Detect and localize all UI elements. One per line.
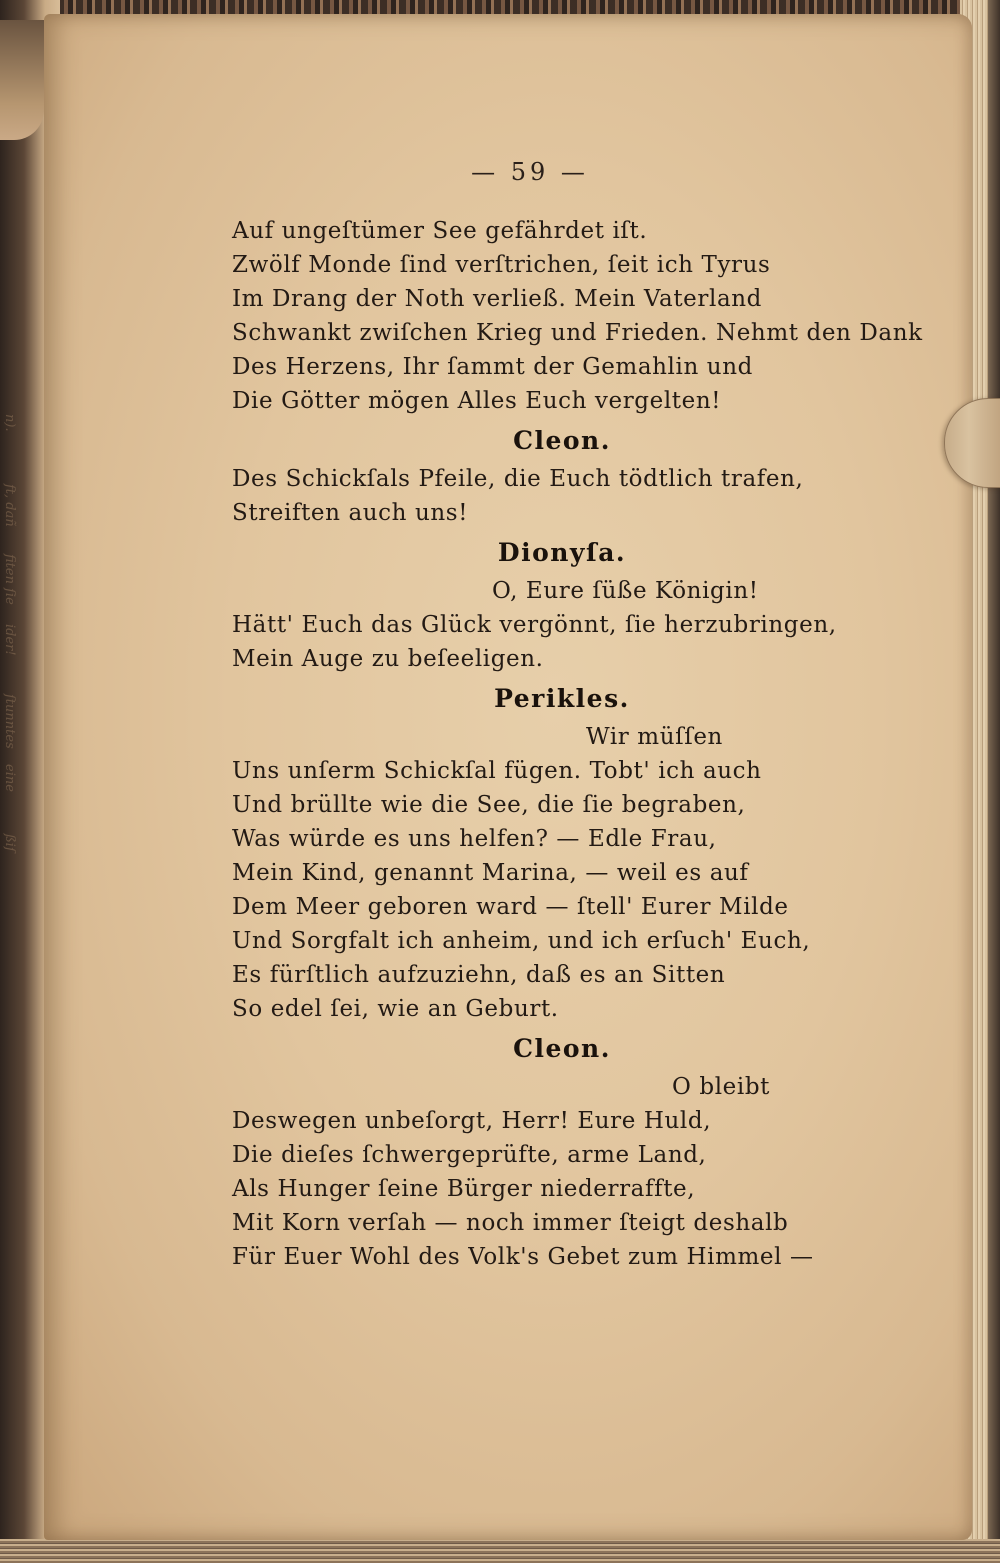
bottom-page-edge bbox=[0, 1539, 1000, 1563]
verse-line: So edel ſei, wie an Geburt. bbox=[232, 996, 559, 1022]
verse-line: Für Euer Wohl des Volk's Gebet zum Himmel — bbox=[232, 1244, 814, 1270]
book-spine bbox=[0, 20, 44, 140]
verse-line: Im Drang der Noth verließ. Mein Vaterland bbox=[232, 286, 762, 312]
verse-line: Und Sorgfalt ich anheim, und ich erſuch' Euch, bbox=[232, 928, 811, 954]
page-number: — 59 — bbox=[471, 158, 589, 186]
verse-line: O, Eure ſüße Königin! bbox=[492, 578, 759, 604]
verse-line: Deswegen unbeſorgt, Herr! Eure Huld, bbox=[232, 1108, 712, 1134]
verse-line: Wir müſſen bbox=[586, 724, 723, 750]
bleed-fragment: ft, dañ bbox=[2, 484, 17, 527]
verse-line: Mein Kind, genannt Marina, — weil es auf bbox=[232, 860, 749, 886]
bleed-fragment: ſtunntes bbox=[2, 694, 17, 749]
play-text bbox=[232, 214, 923, 1274]
verse-line: Des Schickſals Pfeile, die Euch tödtlich trafen, bbox=[232, 466, 804, 492]
verse-line: Die dieſes ſchwergeprüfte, arme Land, bbox=[232, 1142, 707, 1168]
speaker-heading: Cleon. bbox=[513, 426, 611, 455]
bleed-fragment: fiten ſie bbox=[2, 554, 17, 605]
bleed-fragment: eine bbox=[2, 764, 17, 792]
verse-line: Uns unſerm Schickſal fügen. Tobt' ich auch bbox=[232, 758, 762, 784]
bleed-fragment: ider! bbox=[2, 624, 17, 656]
verse-line: O bleibt bbox=[672, 1074, 770, 1100]
verse-line: Des Herzens, Ihr ſammt der Gemahlin und bbox=[232, 354, 753, 380]
verse-line: Streiften auch uns! bbox=[232, 500, 469, 526]
verse-line: Es fürſtlich aufzuziehn, daß es an Sitten bbox=[232, 962, 726, 988]
verse-line: Als Hunger ſeine Bürger niederraffte, bbox=[232, 1176, 696, 1202]
verse-line: Mit Korn verſah — noch immer ſteigt deshalb bbox=[232, 1210, 789, 1236]
verse-line: Hätt' Euch das Glück vergönnt, ſie herzubringen, bbox=[232, 612, 837, 638]
verse-line: Auf ungeſtümer See gefährdet iſt. bbox=[232, 218, 648, 244]
speaker-heading: Dionyſa. bbox=[497, 538, 627, 567]
right-cover-edge bbox=[988, 0, 1000, 1563]
verse-line: Zwölf Monde ſind verſtrichen, ſeit ich Tyrus bbox=[232, 252, 771, 278]
bleed-through-text bbox=[2, 414, 84, 1114]
verse-line: Was würde es uns helfen? — Edle Frau, bbox=[232, 826, 717, 852]
bleed-fragment: ßiſ bbox=[2, 834, 17, 852]
verse-line: Die Götter mögen Alles Euch vergelten! bbox=[232, 388, 722, 414]
verse-line: Schwankt zwiſchen Krieg und Frieden. Nehmt den Dank bbox=[232, 320, 923, 346]
speaker-heading: Perikles. bbox=[494, 684, 630, 713]
bleed-fragment: n). bbox=[2, 414, 17, 432]
speaker-heading: Cleon. bbox=[513, 1034, 611, 1063]
verse-line: Mein Auge zu beſeeligen. bbox=[232, 646, 544, 672]
verse-line: Dem Meer geboren ward — ſtell' Eurer Milde bbox=[232, 894, 789, 920]
verse-line: Und brüllte wie die See, die ſie begraben, bbox=[232, 792, 746, 818]
